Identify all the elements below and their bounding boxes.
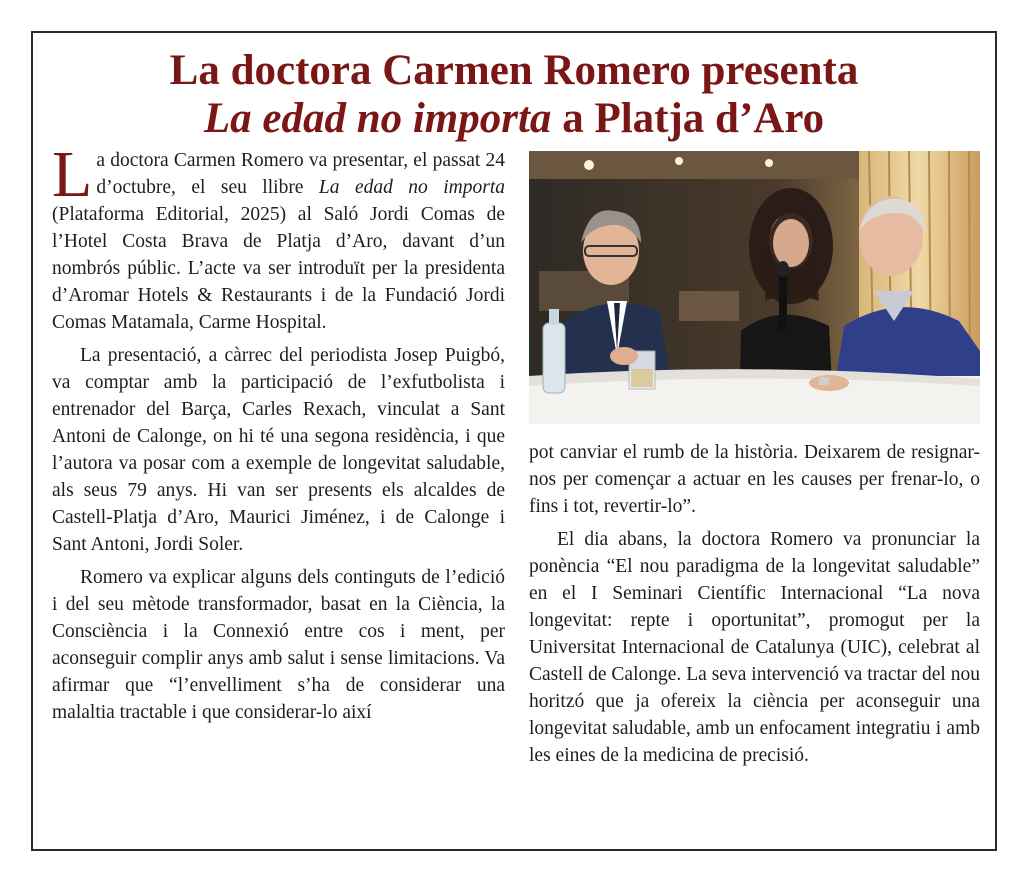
- headline-location: a Platja d’Aro: [551, 95, 825, 142]
- left-column: [52, 138, 505, 732]
- headline-book-title: La edad no importa: [203, 95, 552, 142]
- article-headline: [33, 47, 995, 143]
- right-column: [529, 439, 980, 775]
- paragraph-1-intro: a doctora Carmen Romero va presentar, el passat 24 d’octubre, el seu llibre: [96, 150, 505, 198]
- paragraph-3: Romero va explicar alguns dels continguts de l’edició i del seu mètode transformador, basat en la Ciència, la Consciència i la Connexió entre cos i ment, per aconseguir complir anys amb salut i sense limitacions. Va afirmar que “l’envelliment s’ha de considerar una malaltia tractable i que considerar-lo així: [52, 567, 505, 723]
- paragraph-1-rest: (Plataforma Editorial, 2025) al Saló Jordi Comas de l’Hotel Costa Brava de Platja d’Aro, davant d’un nombrós públic. L’acte va ser introduït per la presidenta d’Aromar Hotels & Restaurants i de la Fundació Jordi Comas Matamala, Carme Hospital.: [52, 204, 505, 333]
- event-photo: [529, 151, 980, 424]
- paragraph-3-continued: pot canviar el rumb de la història. Deixarem de resignar-nos per començar a actuar en les causes per frenar-lo, o fins i tot, revertir-lo”.: [529, 442, 980, 517]
- event-photo-illustration: [529, 151, 980, 424]
- paragraph-2: La presentació, a càrrec del periodista Josep Puigbó, va comptar amb la participació de l’exfutbolista i entrenador del Barça, Carles Rexach, vinculat a Sant Antoni de Calonge, on hi té una segona residència, i que l’autora va posar com a exemple de longevitat saludable, als seus 79 anys. Hi van ser presents els alcaldes de Castell-Platja d’Aro, Maurici Jiménez, i de Calonge i Sant Antoni, Jordi Soler.: [52, 345, 505, 555]
- paragraph-1: [52, 138, 505, 336]
- drop-cap: L: [52, 138, 93, 211]
- headline-line-1: La doctora Carmen Romero presenta: [169, 47, 859, 94]
- paragraph-4: El dia abans, la doctora Romero va pronunciar la ponència “El nou paradigma de la longevitat saludable” en el I Seminari Científic Internacional “La nova longevitat: repte i oportunitat”, promogut per la Universitat Internacional de Catalunya (UIC), celebrat al Castell de Calonge. La seva intervenció va tractar del nou horitzó que ja ofereix la ciència per aconseguir una longevitat saludable, amb un enfocament integratiu i amb les eines de la medicina de precisió.: [529, 529, 980, 766]
- article-frame: [31, 31, 997, 851]
- headline-line-2: [33, 95, 995, 143]
- paragraph-1-book-title: La edad no importa: [318, 177, 505, 198]
